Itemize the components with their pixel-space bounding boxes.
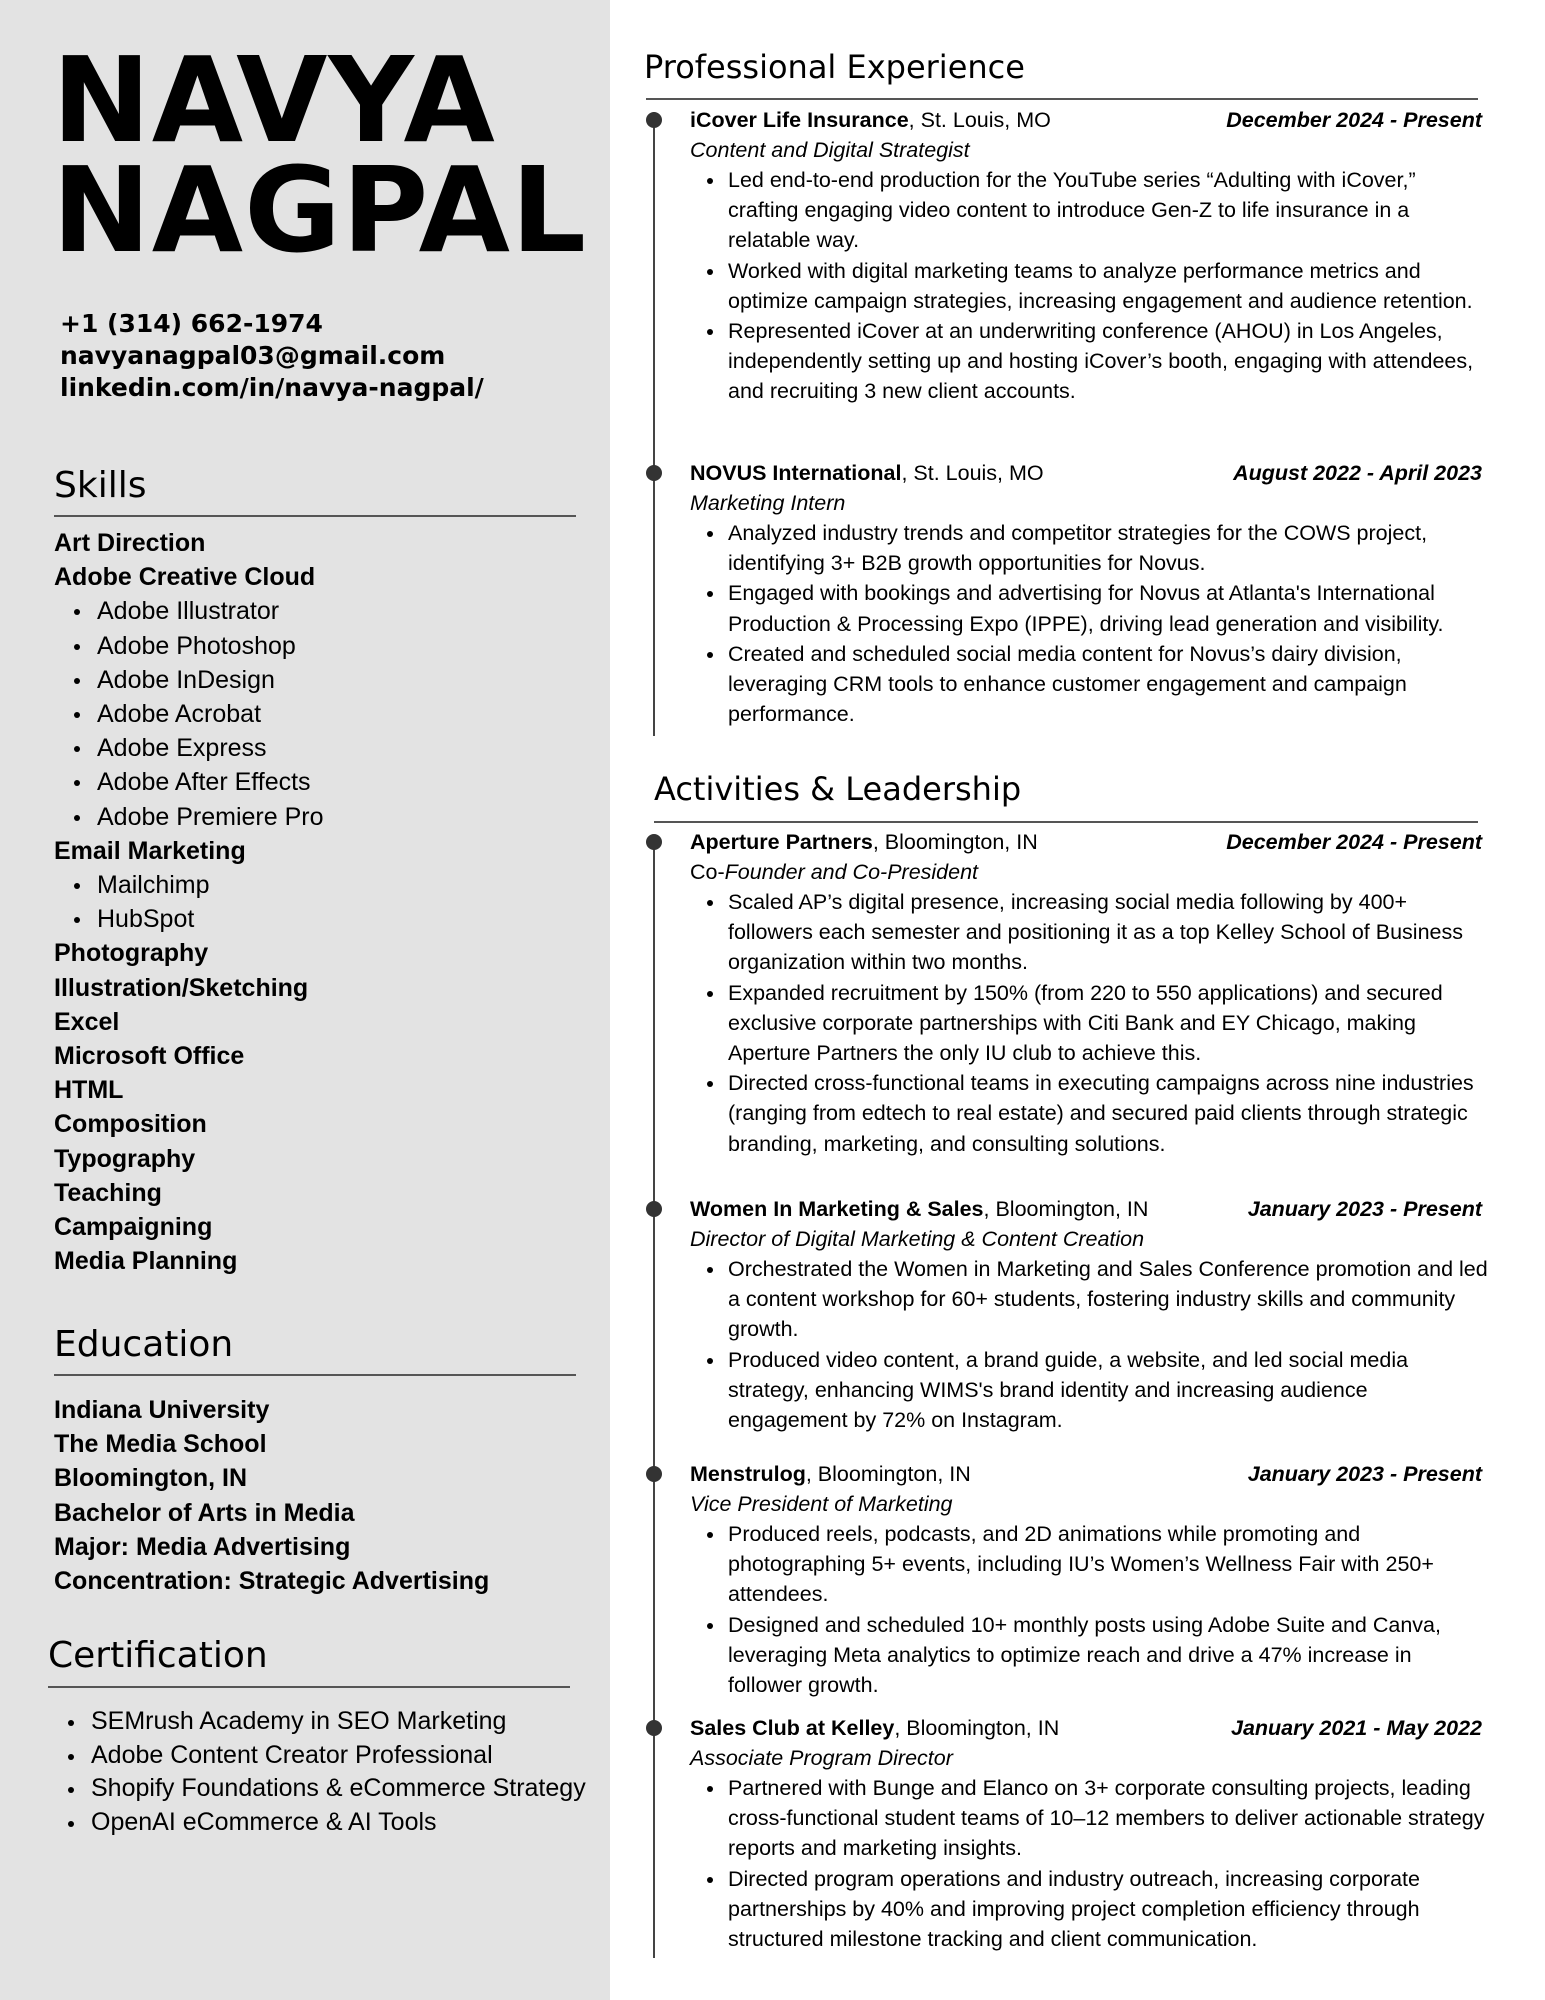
skill-item: Typography — [54, 1144, 196, 1173]
skills-divider — [54, 515, 576, 517]
phone-number: +1 (314) 662-1974 — [60, 309, 323, 338]
organization-name: iCover Life Insurance — [690, 108, 909, 132]
email-address: navyanagpal03@gmail.com — [60, 341, 446, 370]
entry-role — [690, 857, 1490, 887]
education-line: The Media School — [54, 1430, 267, 1459]
education-divider — [54, 1374, 576, 1376]
bullet-item: Analyzed industry trends and competitor strategies for the COWS project, identifying 3+ B2B growth opportunities for Novus. — [690, 518, 1490, 578]
activities-timeline — [653, 838, 655, 1958]
skills-list — [54, 526, 594, 1278]
education-line: Indiana University — [54, 1396, 270, 1424]
skill-subitem: Adobe Acrobat — [54, 697, 594, 731]
experience-timeline — [653, 112, 655, 736]
timeline-dot — [646, 465, 662, 481]
skill-item: Photography — [54, 939, 209, 968]
entry-role — [690, 1224, 1490, 1254]
skill-item: Email Marketing — [54, 836, 246, 865]
timeline-dot — [646, 1201, 662, 1217]
entry-header — [690, 458, 1490, 488]
entry-header — [690, 1459, 1490, 1489]
skill-subitem: Adobe After Effects — [54, 765, 594, 799]
skill-item: Illustration/Sketching — [54, 973, 309, 1002]
entry-bullets — [690, 1773, 1490, 1954]
skills-heading: Skills — [54, 465, 147, 506]
entry-date: January 2023 - Present — [1247, 1197, 1482, 1221]
skill-subitem: Adobe InDesign — [54, 663, 594, 697]
entry-header — [690, 1194, 1490, 1224]
entry-role-title: Content and Digital Strategist — [690, 138, 970, 162]
last-name: NAGPAL — [52, 141, 588, 279]
certification-item: SEMrush Academy in SEO Marketing — [48, 1705, 588, 1739]
education-line: Concentration: Strategic Advertising — [54, 1567, 490, 1596]
organization-location: , Bloomington, IN — [983, 1197, 1149, 1221]
certification-item: OpenAI eCommerce & AI Tools — [48, 1806, 588, 1840]
entry-date: January 2023 - Present — [1247, 1462, 1482, 1486]
candidate-name — [52, 31, 612, 279]
bullet-item: Expanded recruitment by 150% (from 220 to 550 applications) and secured exclusive corporate partnerships with Citi Bank and EY Chicago, making Aperture Partners the only IU club to achieve this. — [690, 978, 1490, 1069]
organization-name: Women In Marketing & Sales — [690, 1197, 984, 1221]
entry-role-title: Founder and Co-President — [724, 860, 979, 884]
organization-name: Menstrulog — [690, 1462, 806, 1486]
timeline-entry — [690, 1459, 1490, 1700]
entry-bullets — [690, 1519, 1490, 1700]
bullet-item: Created and scheduled social media content for Novus’s dairy division, leveraging CRM tools to enhance customer engagement and campaign performance. — [690, 639, 1490, 730]
entry-date: December 2024 - Present — [1226, 830, 1482, 854]
skill-subitem: Adobe Express — [54, 731, 594, 765]
bullet-item: Scaled AP’s digital presence, increasing social media following by 400+ followers each semester and positioning it as a top Kelley School of Business organization within two months. — [690, 887, 1490, 978]
entry-date: August 2022 - April 2023 — [1233, 461, 1482, 485]
entry-header — [690, 105, 1490, 135]
bullet-item: Partnered with Bunge and Elanco on 3+ corporate consulting projects, leading cross-functional student teams of 10–12 members to deliver actionable strategy reports and marketing insights. — [690, 1773, 1490, 1864]
timeline-dot — [646, 834, 662, 850]
entry-header — [690, 827, 1490, 857]
certification-item: Adobe Content Creator Professional — [48, 1739, 588, 1773]
skill-item: Composition — [54, 1110, 207, 1139]
bullet-item: Worked with digital marketing teams to analyze performance metrics and optimize campaign strategies, increasing engagement and audience retention. — [690, 256, 1490, 316]
timeline-entry — [690, 1713, 1490, 1954]
certification-heading: Certification — [48, 1635, 268, 1676]
entry-bullets — [690, 165, 1490, 407]
skill-subitem: Adobe Illustrator — [54, 594, 594, 628]
experience-divider — [646, 98, 1478, 100]
organization-location: , Bloomington, IN — [872, 830, 1038, 854]
skill-subitem: HubSpot — [54, 902, 594, 936]
bullet-item: Designed and scheduled 10+ monthly posts using Adobe Suite and Canva, leveraging Meta analytics to optimize reach and drive a 47% increase in follower growth. — [690, 1610, 1490, 1701]
bullet-item: Led end-to-end production for the YouTube series “Adulting with iCover,” crafting engaging video content to introduce Gen-Z to life insurance in a relatable way. — [690, 165, 1490, 256]
timeline-entry — [690, 1194, 1490, 1435]
bullet-item: Produced reels, podcasts, and 2D animations while promoting and photographing 5+ events, including IU’s Women’s Wellness Fair with 250+ attendees. — [690, 1519, 1490, 1610]
education-details — [54, 1393, 489, 1598]
skill-item: Art Direction — [54, 529, 206, 557]
skill-item: Media Planning — [54, 1247, 238, 1276]
entry-role — [690, 135, 1490, 165]
entry-role-title: Vice President of Marketing — [690, 1492, 953, 1516]
entry-role-title: Associate Program Director — [690, 1746, 953, 1770]
sidebar — [0, 0, 610, 2000]
activities-divider — [654, 821, 1478, 823]
timeline-entry — [690, 458, 1490, 729]
entry-role-title: Director of Digital Marketing & Content Creation — [690, 1227, 1145, 1251]
timeline-dot — [646, 112, 662, 128]
skill-subitem: Adobe Premiere Pro — [54, 800, 594, 834]
bullet-item: Engaged with bookings and advertising for Novus at Atlanta's International Production & Processing Expo (IPPE), driving lead generation and visibility. — [690, 578, 1490, 638]
entry-role — [690, 1743, 1490, 1773]
timeline-dot — [646, 1466, 662, 1482]
education-line: Bachelor of Arts in Media — [54, 1498, 355, 1527]
skill-item: HTML — [54, 1076, 124, 1105]
organization-location: , Bloomington, IN — [894, 1716, 1060, 1740]
timeline-entry — [690, 827, 1490, 1159]
education-line: Bloomington, IN — [54, 1464, 248, 1493]
skill-subitem: Adobe Photoshop — [54, 629, 594, 663]
organization-location: , St. Louis, MO — [908, 108, 1051, 132]
organization-location: , Bloomington, IN — [805, 1462, 971, 1486]
timeline-entry — [690, 105, 1490, 407]
entry-bullets — [690, 1254, 1490, 1435]
contact-info — [60, 308, 484, 404]
skill-subitem: Mailchimp — [54, 868, 594, 902]
entry-role-prefix: Co- — [690, 860, 725, 884]
organization-name: Sales Club at Kelley — [690, 1716, 895, 1740]
organization-name: Aperture Partners — [690, 830, 873, 854]
bullet-item: Produced video content, a brand guide, a website, and led social media strategy, enhancing WIMS's brand identity and increasing audience engagement by 72% on Instagram. — [690, 1345, 1490, 1436]
entry-role — [690, 1489, 1490, 1519]
skill-item: Microsoft Office — [54, 1042, 245, 1071]
activities-heading: Activities & Leadership — [654, 770, 1022, 808]
first-name: NAVYA — [52, 31, 496, 169]
bullet-item: Directed program operations and industry outreach, increasing corporate partnerships by 40% and improving project completion efficiency through structured milestone tracking and client communication. — [690, 1864, 1490, 1955]
bullet-item: Represented iCover at an underwriting conference (AHOU) in Los Angeles, independently setting up and hosting iCover’s booth, engaging with attendees, and recruiting 3 new client accounts. — [690, 316, 1490, 407]
skill-item: Teaching — [54, 1178, 162, 1207]
entry-bullets — [690, 887, 1490, 1159]
entry-header — [690, 1713, 1490, 1743]
certification-divider — [48, 1686, 570, 1688]
certification-list — [48, 1705, 588, 1839]
skill-item: Excel — [54, 1007, 120, 1036]
bullet-item: Directed cross-functional teams in executing campaigns across nine industries (ranging from edtech to real estate) and secured paid clients through strategic branding, marketing, and consulting solutions. — [690, 1068, 1490, 1159]
education-line: Major: Media Advertising — [54, 1532, 351, 1561]
timeline-dot — [646, 1720, 662, 1736]
entry-role-title: Marketing Intern — [690, 491, 846, 515]
linkedin-url: linkedin.com/in/navya-nagpal/ — [60, 373, 484, 402]
education-heading: Education — [54, 1324, 234, 1365]
organization-name: NOVUS International — [690, 461, 902, 485]
entry-date: January 2021 - May 2022 — [1231, 1716, 1482, 1740]
entry-role — [690, 488, 1490, 518]
skill-item: Adobe Creative Cloud — [54, 563, 316, 592]
entry-date: December 2024 - Present — [1226, 108, 1482, 132]
certification-item: Shopify Foundations & eCommerce Strategy — [48, 1772, 588, 1806]
bullet-item: Orchestrated the Women in Marketing and Sales Conference promotion and led a content workshop for 60+ students, fostering industry skills and community growth. — [690, 1254, 1490, 1345]
experience-heading: Professional Experience — [644, 48, 1025, 86]
organization-location: , St. Louis, MO — [901, 461, 1044, 485]
skill-item: Campaigning — [54, 1213, 213, 1242]
entry-bullets — [690, 518, 1490, 729]
